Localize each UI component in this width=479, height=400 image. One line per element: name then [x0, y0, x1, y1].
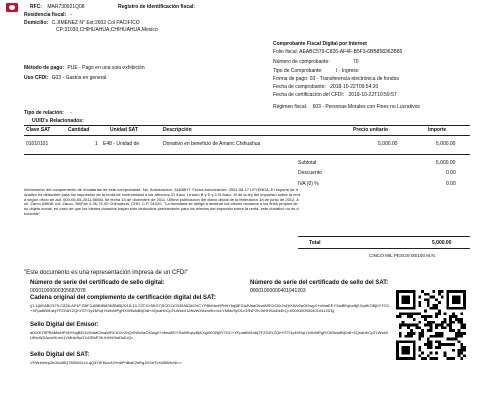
- folio-value: AEABC579-C826-AF4F-B5F3-6BB858362B85: [299, 49, 403, 55]
- sat-cert-value: 00001000000401041203: [250, 288, 306, 294]
- emisor-value: aDiXKY5PBhMwHPhNYbgBEGo9VaaOtnaWRCtOXr2nQtXWv0aOfJwgX+cfmaEEYSwBEqhzBjKXqrfKOBj0Y7GC+XFpat6WLsbjTFZG8YZQhYSTGy4MYqiYi40xMPgRXW5zk8BjOdf+4QnaHhCpTLWsbXUtNvWXAzm9Lmx1YMhb/9yO1rGRsP2KJnHHSiaDkErQ=: [30, 331, 389, 340]
- numero-value: 70: [353, 59, 359, 65]
- total-rule: [298, 236, 470, 237]
- folio-row: [273, 49, 402, 55]
- fecha-row: [273, 84, 378, 90]
- col-clave: Clave SAT: [26, 127, 51, 133]
- domicilio-line2: CP:31030,CHIHUAHUA,CHIHUAHUA,Mexico: [56, 27, 158, 33]
- rfc-row: [30, 4, 85, 10]
- cell-descripcion: Donativo en beneficio de Amanc Chihuahua: [163, 141, 261, 147]
- forma-label: Forma de pago:: [273, 76, 309, 82]
- representation-note: "Este documento es una representación impresa de un CFDI": [24, 270, 189, 276]
- total-label: Total: [309, 240, 321, 246]
- iva-value: 0.00: [446, 181, 456, 187]
- cell-cantidad: 1: [95, 141, 98, 147]
- domicilio-row: [24, 20, 140, 26]
- cell-clave: 01010101: [26, 141, 49, 147]
- qr-code-icon: [396, 290, 466, 360]
- sello-cert-value: 00001000000305687078: [30, 288, 86, 294]
- table-top-rule: [24, 125, 470, 126]
- uso-label: Uso CFDI:: [24, 75, 49, 81]
- rfc-value: MAR730921Q08: [47, 4, 85, 10]
- tipo-value: I - Ingreso: [336, 68, 359, 74]
- regimen-value: 603 - Personas Morales con Fines no Lucrativos: [312, 104, 420, 110]
- residencia-row: [24, 12, 72, 18]
- forma-row: [273, 76, 399, 82]
- relacion-row: [24, 110, 72, 116]
- regimen-label: Régimen fiscal:: [273, 104, 308, 110]
- total-bottom-rule: [298, 248, 470, 249]
- cell-precio: 5,000.00: [378, 141, 398, 147]
- fecha-value: 2018-10-22T09:54:20: [330, 84, 379, 90]
- iva-label: IVA (0) %: [298, 181, 319, 187]
- registro-label: Registro de identificación fiscal:: [118, 4, 195, 10]
- sat-sello-label: Sello Digital del SAT:: [30, 352, 90, 358]
- sat-cert-label: Número de serie del certificado de sello del SAT:: [250, 280, 389, 286]
- residencia-label: Residencia fiscal:: [24, 12, 67, 18]
- metodo-row: [24, 65, 145, 71]
- descuento-value: 0.00: [446, 170, 456, 176]
- descuento-label: Descuento: [298, 170, 322, 176]
- regimen-row: [273, 104, 420, 110]
- relacion-label: Tipo de relación:: [24, 110, 64, 116]
- numero-label: Número de comprobante:: [273, 59, 330, 65]
- cert-row: [273, 92, 397, 98]
- table-bottom-rule: [24, 154, 470, 155]
- residencia-value: -: [70, 12, 73, 18]
- uso-row: [24, 75, 106, 81]
- uuids-label: UUID's Relacionados:: [32, 118, 84, 124]
- comprobante-title: Comprobante Fiscal Digital por Internet: [273, 41, 367, 47]
- cert-label: Fecha de certificación del CFDI:: [273, 92, 345, 98]
- folio-label: Folio fiscal:: [273, 49, 299, 55]
- col-unidad: Unidad SAT: [110, 127, 138, 133]
- subtotal-label: Subtotal: [298, 160, 317, 166]
- domicilio-line1: C.JIMENEZ N° Ext:2602 Col PACIFICO: [51, 20, 140, 26]
- forma-value: 03 - Transferencia electrónica de fondos: [309, 76, 399, 82]
- fecha-label: Fecha de comprobante:: [273, 84, 326, 90]
- cert-value: 2018-10-22T10:59:57: [348, 92, 397, 98]
- donataria-legend: Información del complemento de donatarias de este comprobante: No. Autorización: 24838HT. Fecha Autorización: 2001-08-17 LEYENDA: El importe de donativo es deducible para los impuestos de la renta de conformidad a los artículos 31 fracc. I inciso B y D y 176 fracc. III de la ley del impuesto sobre la renta según oficio de aut. 600-06-05-2011-56081 de fecha 16 de diciembre de 2011. Ultima publicación del diario oficial de la federación 18 de junio de 2012. Ave. Zarco #3808, col. Zarco, Tel/Fax 4-36-74-00 Chihuahua, CHH. C.P. 31020. "La donataria se obliga a destinar los bienes donados a los fines propios de su objeto social, en caso de que los bienes donados hayan sido deducidos previamente para los efectos del impuesto sobre la renta, este donativo no es deducible": [24, 188, 300, 216]
- amount-words: CINCO MIL PESOS 00/100 M.N.: [369, 253, 436, 258]
- tipo-label: Tipo de Comprobante:: [273, 68, 323, 74]
- uso-value: G03 - Gastos en general: [51, 75, 107, 81]
- relacion-value: -: [70, 110, 72, 116]
- total-value: 5,000.00: [432, 240, 452, 246]
- metodo-label: Método de pago:: [24, 65, 64, 71]
- col-cantidad: Cantidad: [68, 127, 90, 133]
- sat-sello-value: VHWzNdrp2kG6uf8Q7M0W1LhLqQ3YtEf4zcAlYm6PnBwK2sRgJ9OaTvXe5i8HcNl==: [30, 361, 182, 365]
- col-precio: Precio unitario: [353, 127, 389, 133]
- cadena-value: ||1.1|AEABC579-C826-AF4F-B5F3-6BB858362B85|2018-10-22T10:59:57|SCD110330A62|i0/VCYPBhMwHPhNYbgBEGo9VaaOtnaWRCtOXr2nQtXWv0aOfJwgX+cfmaEEYSwBEqhzBjKXqrfKOBj0Y7GC+XFpat6WLsbjTFZG8YZQhYSTGy4MYqiYi40xMPgRXW5zk8BjOdf+4QnaHhCpTLWsbXUtNvWXAzm9Lmx1YMhb/9yO1rGRsP2KJnHHSiaDkErQ=0000100000401041203||: [30, 304, 390, 313]
- rfc-label: RFC:: [30, 4, 42, 10]
- subtotal-value: 5,000.00: [436, 160, 456, 166]
- company-logo: [6, 3, 18, 12]
- col-descripcion: Descripción: [163, 127, 192, 133]
- emisor-label: Sello Digital del Emisor:: [30, 322, 99, 328]
- cell-unidad: E48 - Unidad de: [103, 141, 140, 147]
- metodo-value: PUE - Pago en una sola exhibición: [67, 65, 145, 71]
- sello-cert-label: Número de serie del certificado de sello digital:: [30, 280, 165, 286]
- table-header-rule: [24, 135, 470, 136]
- cadena-label: Cadena original del complemento de certificación digital del SAT:: [30, 295, 216, 301]
- col-importe: Importe: [428, 127, 447, 133]
- cell-importe: 5,000.00: [436, 141, 456, 147]
- domicilio-label: Domicilio:: [24, 20, 49, 26]
